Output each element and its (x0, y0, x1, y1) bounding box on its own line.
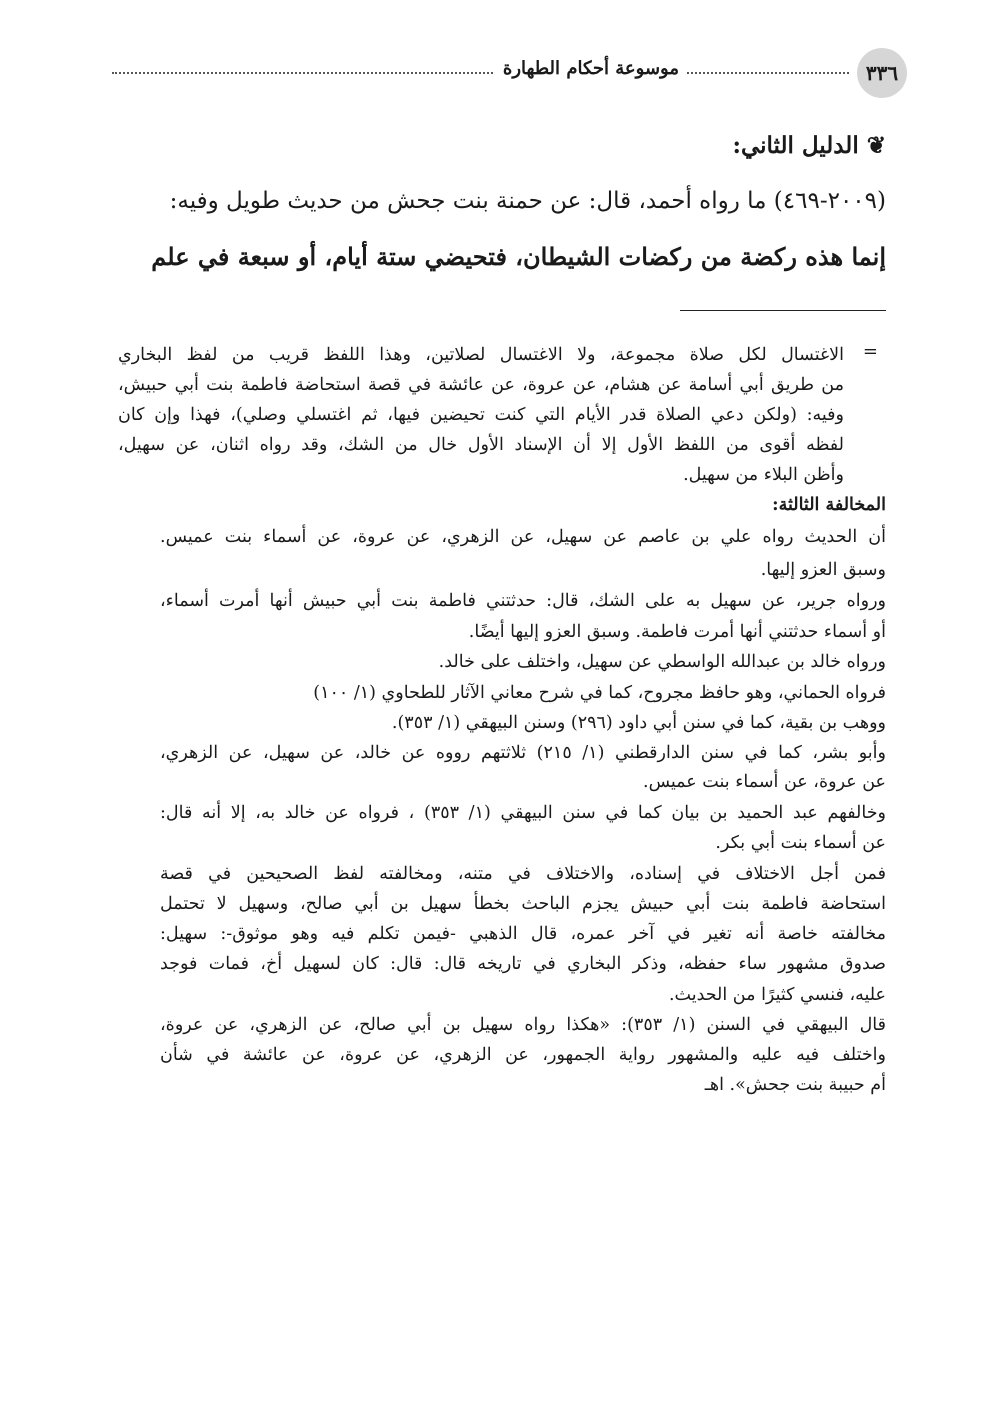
section-heading: ❦ الدليل الثاني: (732, 132, 886, 159)
subheading: المخالفة الثالثة: (772, 495, 886, 515)
hadith-text: إنما هذه ركضة من ركضات الشيطان، فتحيضي ستة أيام، أو سبعة في علم (151, 242, 886, 271)
leaf-icon: ❦ (858, 132, 886, 159)
footnote-line: ووهب بن بقية، كما في سنن أبي داود (٢٩٦) وسنن البيهقي (١/ ٣٥٣). (391, 713, 886, 733)
footnote-line: وخالفهم عبد الحميد بن بيان كما في سنن البيهقي (١/ ٣٥٣) ، فرواه عن خالد به، إلا أنه قال: (160, 803, 886, 823)
footnote-line: صدوق مشهور ساء حفظه، وذكر البخاري في تاريخه قال: قال: كان لسهيل أخ، فمات فوجد (160, 954, 886, 974)
footnote-line: الاغتسال لكل صلاة مجموعة، ولا الاغتسال لصلاتين، وهذا اللفظ قريب من لفظ البخاري (118, 345, 844, 365)
footnote-line: لفظه أقوى من اللفظ الأول إلا أن الإسناد الأول خال من الشك، وقد رواه اثنان، عن سهيل، (118, 435, 844, 455)
footnote-line: مخالفته خاصة أنه تغير في آخر عمره، قال الذهبي -فيمن تكلم فيه وهو موثوق-: سهيل: (160, 924, 886, 944)
footnote-line: استحاضة فاطمة بنت أبي حبيش يجزم الباحث بخطأ سهيل بن أبي صالح، وسهيل لا تحتمل (160, 894, 886, 914)
footnote-line: أو أسماء حدثتني أنها أمرت فاطمة. وسبق العزو إليها أيضًا. (468, 622, 886, 642)
footnote-line: عن عروة، عن أسماء بنت عميس. (643, 772, 886, 792)
hadith-intro: (٢٠٠٩-٤٦٩) ما رواه أحمد، قال: عن حمنة بنت جحش من حديث طويل وفيه: (169, 188, 886, 214)
footnote-line: ورواه خالد بن عبدالله الواسطي عن سهيل، واختلف على خالد. (438, 652, 886, 672)
footnote-line: وسبق العزو إليها. (760, 560, 886, 580)
footnote-line: أن الحديث رواه علي بن عاصم عن سهيل، عن الزهري، عن عروة، عن أسماء بنت عميس. (160, 527, 886, 547)
footnote-line: وأظن البلاء من سهيل. (683, 465, 844, 485)
page-number: ٣٣٦ (857, 48, 907, 98)
header-dotted-rule (112, 72, 849, 74)
footnote-line: عن أسماء بنت أبي بكر. (715, 833, 886, 853)
footnote-line: قال البيهقي في السنن (١/ ٣٥٣): «هكذا رواه سهيل بن أبي صالح، عن الزهري، عن عروة، (160, 1015, 886, 1035)
footnote-line: أم حبيبة بنت جحش». اهـ (704, 1075, 886, 1095)
footnote-line: وفيه: (ولكن دعي الصلاة قدر الأيام التي كنت تحيضين فيها، ثم اغتسلي وصلي)، فهذا وإن كان (118, 405, 844, 425)
book-title: موسوعة أحكام الطهارة (495, 58, 687, 79)
footnote-separator (680, 310, 886, 311)
footnote-line: عليه، فنسي كثيرًا من الحديث. (668, 985, 886, 1005)
footnote-line: وأبو بشر، كما في سنن الدارقطني (١/ ٢١٥) ثلاثتهم رووه عن خالد، عن سهيل، عن الزهري، (160, 743, 886, 763)
footnote-line: فرواه الحماني، وهو حافظ مجروح، كما في شرح معاني الآثار للطحاوي (١/ ١٠٠) (313, 683, 886, 703)
footnote-line: من طريق أبي أسامة عن هشام، عن عروة، عن عائشة في قصة استحاضة فاطمة بنت أبي حبيش، (118, 375, 844, 395)
continuation-mark: = (862, 341, 878, 362)
running-header (112, 48, 907, 98)
footnote-line: واختلف فيه عليه والمشهور رواية الجمهور، عن الزهري، عن عروة، عن عائشة في شأن (160, 1045, 886, 1065)
footnote-line: ورواه جرير، عن سهيل به على الشك، قال: حدثتني فاطمة بنت أبي حبيش أنها أمرت أسماء، (160, 591, 886, 611)
footnote-line: فمن أجل الاختلاف في إسناده، والاختلاف في متنه، ومخالفته لفظ الصحيحين في قصة (160, 864, 886, 884)
